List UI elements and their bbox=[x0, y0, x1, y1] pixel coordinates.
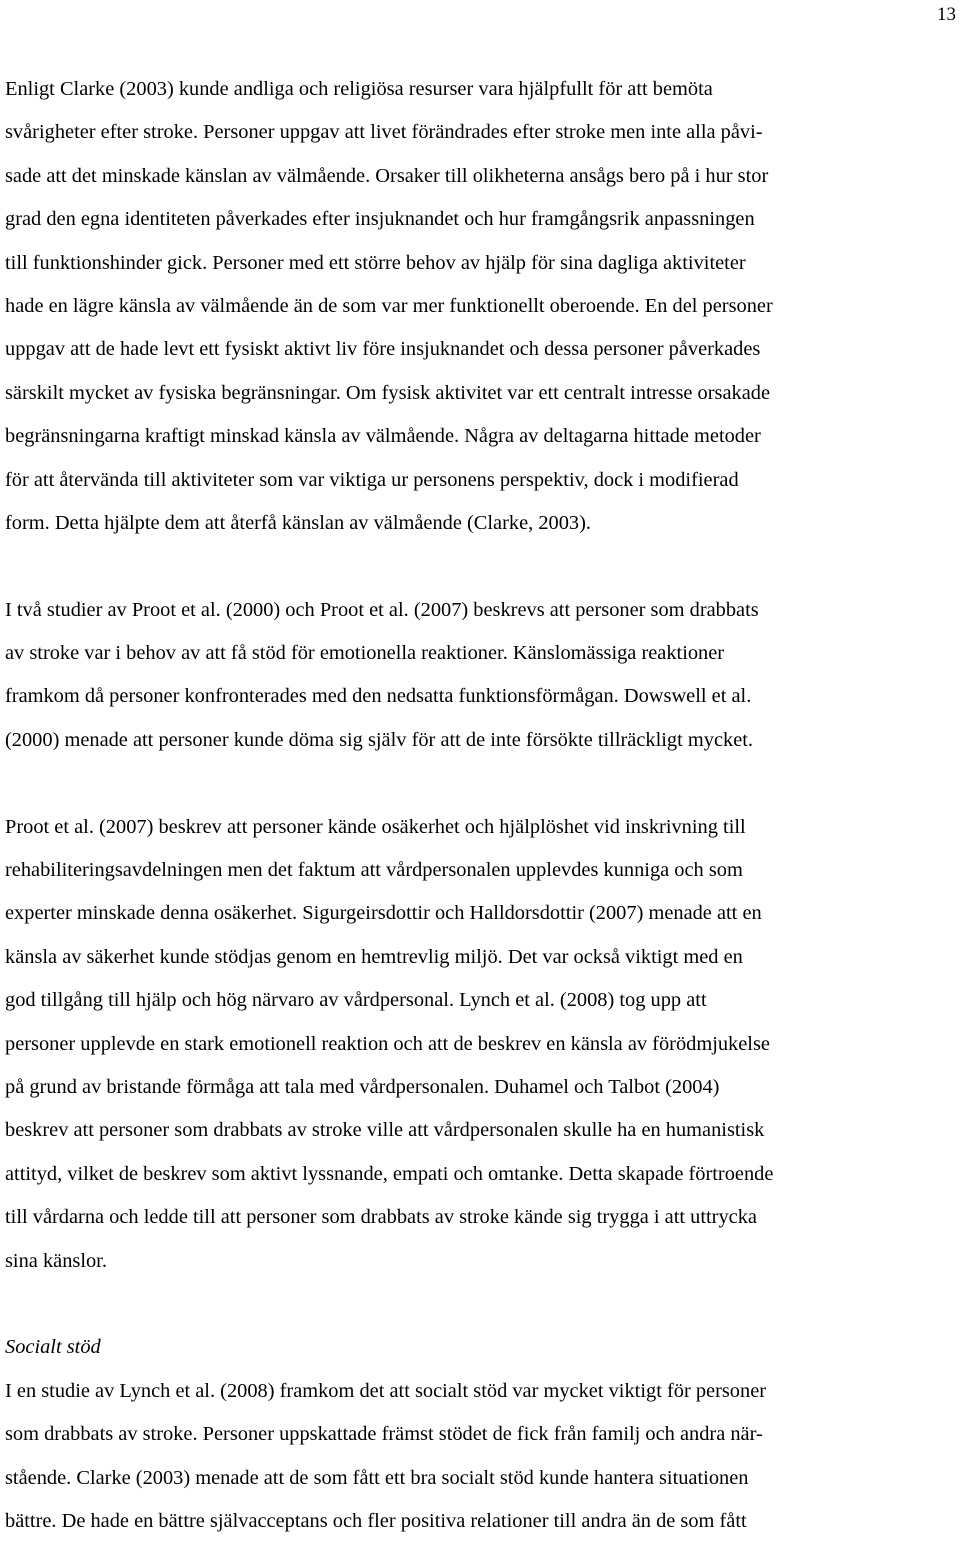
text-line: till vårdarna och ledde till att personer som drabbats av stroke kände sig trygga i att uttrycka bbox=[5, 1206, 757, 1229]
page-number: 13 bbox=[937, 4, 956, 25]
text-line: till funktionshinder gick. Personer med ett större behov av hjälp för sina dagliga aktiviteter bbox=[5, 251, 746, 274]
text-line: Enligt Clarke (2003) kunde andliga och religiösa resurser vara hjälpfullt för att bemöta bbox=[5, 78, 713, 100]
section-heading: Socialt stöd bbox=[5, 1336, 101, 1359]
paragraph-emotional-support bbox=[5, 589, 957, 763]
text-line: sade att det minskade känslan av välmående. Orsaker till olikheterna ansågs bero på i hur stor bbox=[5, 164, 769, 187]
text-line: bättre. De hade en bättre självacceptans och fler positiva relationer till andra än de som fått bbox=[5, 1509, 747, 1532]
text-line: rehabiliteringsavdelningen men det faktum att vårdpersonalen upplevdes kunniga och som bbox=[5, 859, 743, 882]
document-body bbox=[5, 68, 957, 1543]
text-line: som drabbats av stroke. Personer uppskattade främst stödet de fick från familj och andra när- bbox=[5, 1423, 763, 1446]
text-line: av stroke var i behov av att få stöd för emotionella reaktioner. Känslomässiga reaktioner bbox=[5, 642, 725, 665]
text-line: för att återvända till aktiviteter som var viktiga ur personens perspektiv, dock i modifierad bbox=[5, 468, 739, 491]
text-line: på grund av bristande förmåga att tala med vårdpersonalen. Duhamel och Talbot (2004) bbox=[5, 1075, 720, 1098]
text-line: attityd, vilket de beskrev som aktivt lyssnande, empati och omtanke. Detta skapade förtroende bbox=[5, 1162, 774, 1185]
text-line: I två studier av Proot et al. (2000) och Proot et al. (2007) beskrevs att personer som drabbats bbox=[5, 598, 759, 621]
text-line: form. Detta hjälpte dem att återfå känslan av välmående (Clarke, 2003). bbox=[5, 511, 591, 534]
text-line: uppgav att de hade levt ett fysiskt aktivt liv före insjuknandet och dessa personer påverkades bbox=[5, 338, 761, 361]
text-line: hade en lägre känsla av välmående än de som var mer funktionellt oberoende. En del personer bbox=[5, 294, 773, 317]
text-line: särskilt mycket av fysiska begränsningar. Om fysisk aktivitet var ett centralt intresse orsakade bbox=[5, 381, 770, 404]
paragraph-care-staff bbox=[5, 806, 957, 1283]
text-line: experter minskade denna osäkerhet. Sigurgeirsdottir och Halldorsdottir (2007) menade att en bbox=[5, 902, 762, 925]
paragraph-gap bbox=[5, 1283, 957, 1326]
text-line: beskrev att personer som drabbats av stroke ville att vårdpersonalen skulle ha en humanistisk bbox=[5, 1119, 765, 1142]
text-line: I en studie av Lynch et al. (2008) framkom det att socialt stöd var mycket viktigt för personer bbox=[5, 1379, 767, 1402]
text-line: personer upplevde en stark emotionell reaktion och att de beskrev en känsla av förödmjukelse bbox=[5, 1032, 770, 1055]
text-line: god tillgång till hjälp och hög närvaro av vårdpersonal. Lynch et al. (2008) tog upp att bbox=[5, 989, 707, 1012]
paragraph-spiritual-resources bbox=[5, 68, 957, 545]
text-line: stående. Clarke (2003) menade att de som fått ett bra socialt stöd kunde hantera situationen bbox=[5, 1466, 749, 1489]
text-line: svårigheter efter stroke. Personer uppgav att livet förändrades efter stroke men inte alla påvi- bbox=[5, 121, 763, 144]
section-social-support bbox=[5, 1326, 957, 1543]
text-line: begränsningarna kraftigt minskad känsla av välmående. Några av deltagarna hittade metoder bbox=[5, 425, 761, 448]
text-line: framkom då personer konfronterades med den nedsatta funktionsförmågan. Dowswell et al. bbox=[5, 685, 752, 708]
text-line: Proot et al. (2007) beskrev att personer kände osäkerhet och hjälplöshet vid inskrivning till bbox=[5, 815, 746, 838]
text-line: grad den egna identiteten påverkades efter insjuknandet och hur framgångsrik anpassningen bbox=[5, 208, 755, 231]
paragraph-gap bbox=[5, 545, 957, 588]
text-line: (2000) menade att personer kunde döma sig själv för att de inte försökte tillräckligt mycket. bbox=[5, 728, 754, 751]
text-line: sina känslor. bbox=[5, 1249, 107, 1272]
text-line: känsla av säkerhet kunde stödjas genom en hemtrevlig miljö. Det var också viktigt med en bbox=[5, 945, 743, 968]
paragraph-gap bbox=[5, 762, 957, 805]
